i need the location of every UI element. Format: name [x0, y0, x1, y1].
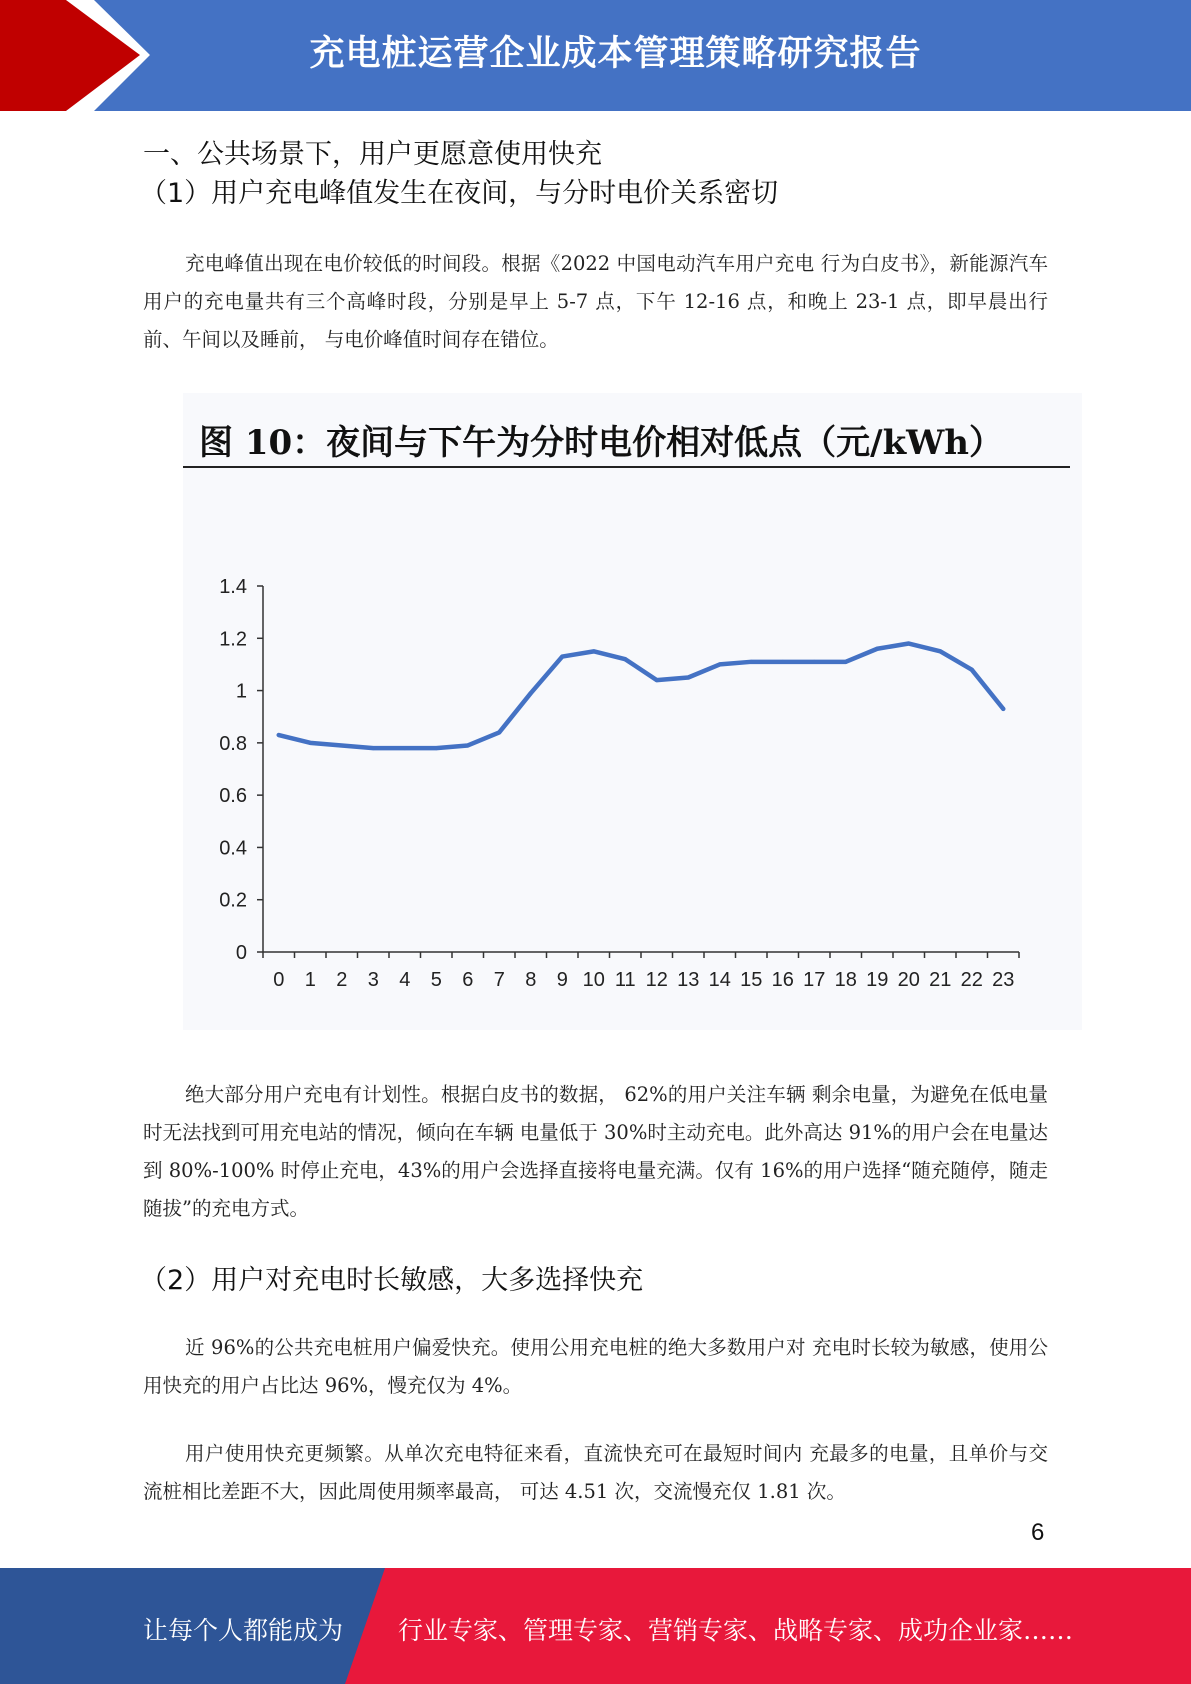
document-title: 充电桩运营企业成本管理策略研究报告: [309, 34, 922, 74]
x-tick-label: 1: [304, 969, 316, 991]
data-point: [434, 746, 438, 750]
data-point: [938, 649, 942, 653]
y-tick-label: 1.4: [219, 576, 247, 598]
x-tick-label: 11: [614, 969, 636, 991]
data-point: [403, 746, 407, 750]
y-tick-label: 0.2: [219, 889, 247, 912]
header-banner: [0, 0, 1191, 111]
data-point: [907, 642, 911, 646]
line-chart: [183, 469, 1082, 1030]
figure-10: [183, 393, 1082, 1030]
x-tick-label: 15: [740, 969, 763, 991]
subsection-heading-1: （1）用户充电峰值发生在夜间，与分时电价关系密切: [140, 178, 779, 209]
footer-banner: [0, 1568, 1191, 1684]
x-tick-label: 0: [273, 969, 285, 991]
x-tick-label: 16: [771, 969, 794, 991]
x-tick-label: 19: [866, 969, 889, 991]
data-point: [970, 668, 974, 672]
data-point: [623, 657, 627, 661]
data-point: [718, 662, 722, 666]
footer-slogan-left: 让每个人都能成为: [143, 1616, 344, 1645]
x-tick-label: 21: [929, 969, 952, 991]
data-point: [844, 660, 848, 664]
figure-title: 图 10：夜间与下午为分时电价相对低点（元/kWh）: [199, 423, 1004, 463]
data-point: [812, 660, 816, 664]
y-tick-label: 1.2: [219, 628, 247, 651]
data-point: [592, 649, 596, 653]
x-tick-label: 14: [708, 969, 731, 991]
page-number: 6: [1031, 1519, 1045, 1546]
x-tick-label: 18: [834, 969, 857, 991]
data-point: [781, 660, 785, 664]
data-point: [686, 676, 690, 680]
data-point: [749, 660, 753, 664]
subsection-heading-2: （2）用户对充电时长敏感，大多选择快充: [140, 1265, 644, 1296]
x-tick-label: 9: [556, 969, 568, 991]
chart-area: [183, 469, 1082, 1030]
figure-title-rule: [183, 466, 1070, 468]
data-point: [529, 691, 533, 695]
y-tick-label: 0.8: [219, 732, 247, 755]
x-tick-label: 8: [525, 969, 537, 991]
data-point: [875, 647, 879, 651]
section-heading: 一、公共场景下，用户更愿意使用快充: [143, 139, 602, 170]
x-tick-label: 5: [430, 969, 442, 991]
x-tick-label: 20: [897, 969, 920, 991]
y-tick-label: 0.6: [219, 785, 247, 808]
x-tick-label: 2: [336, 969, 348, 991]
y-tick-label: 1: [235, 680, 247, 703]
x-tick-label: 12: [645, 969, 668, 991]
x-tick-label: 13: [677, 969, 700, 991]
data-point: [308, 741, 312, 745]
paragraph-4: 用户使用快充更频繁。从单次充电特征来看，直流快充可在最短时间内 充最多的电量，且单价与交流桩相比差距不大，因此周使用频率最高， 可达 4.51 次，交流慢充仅 1.81 次。: [143, 1442, 1048, 1503]
footer-slogan-right: 行业专家、管理专家、营销专家、战略专家、成功企业家……: [398, 1616, 1074, 1645]
x-tick-label: 22: [960, 969, 983, 991]
y-tick-label: 0: [235, 942, 247, 964]
x-tick-label: 7: [493, 969, 505, 991]
data-point: [1001, 707, 1005, 711]
x-tick-label: 3: [367, 969, 379, 991]
data-point: [655, 678, 659, 682]
paragraph-2: 绝大部分用户充电有计划性。根据白皮书的数据， 62%的用户关注车辆 剩余电量，为避免在低电量时无法找到可用充电站的情况，倾向在车辆 电量低于 30%时主动充电。此外高达 91%的用户会在电量达到 80%-100% 时停止充电，43%的用户会选择直接将电量充满。仅有 16%的用户选择“随充随停，随走随拔”的充电方式。: [143, 1083, 1048, 1220]
data-point: [277, 733, 281, 737]
data-point: [371, 746, 375, 750]
data-point: [340, 743, 344, 747]
x-tick-label: 23: [992, 969, 1015, 991]
series-line: [279, 644, 1004, 749]
paragraph-3: 近 96%的公共充电桩用户偏爱快充。使用公用充电桩的绝大多数用户对 充电时长较为敏感，使用公用快充的用户占比达 96%，慢充仅为 4%。: [143, 1336, 1048, 1397]
x-tick-label: 6: [462, 969, 474, 991]
data-point: [466, 743, 470, 747]
x-tick-label: 17: [803, 969, 826, 991]
paragraph-1: 充电峰值出现在电价较低的时间段。根据《2022 中国电动汽车用户充电 行为白皮书》，新能源汽车用户的充电量共有三个高峰时段，分别是早上 5-7 点，下午 12-16 点，和晚上 23-1 点，即早晨出行前、午间以及睡前， 与电价峰值时间存在错位。: [143, 252, 1048, 351]
data-point: [560, 655, 564, 659]
data-point: [497, 730, 501, 734]
x-tick-label: 4: [399, 969, 411, 991]
y-tick-label: 0.4: [219, 837, 247, 860]
x-tick-label: 10: [582, 969, 605, 991]
